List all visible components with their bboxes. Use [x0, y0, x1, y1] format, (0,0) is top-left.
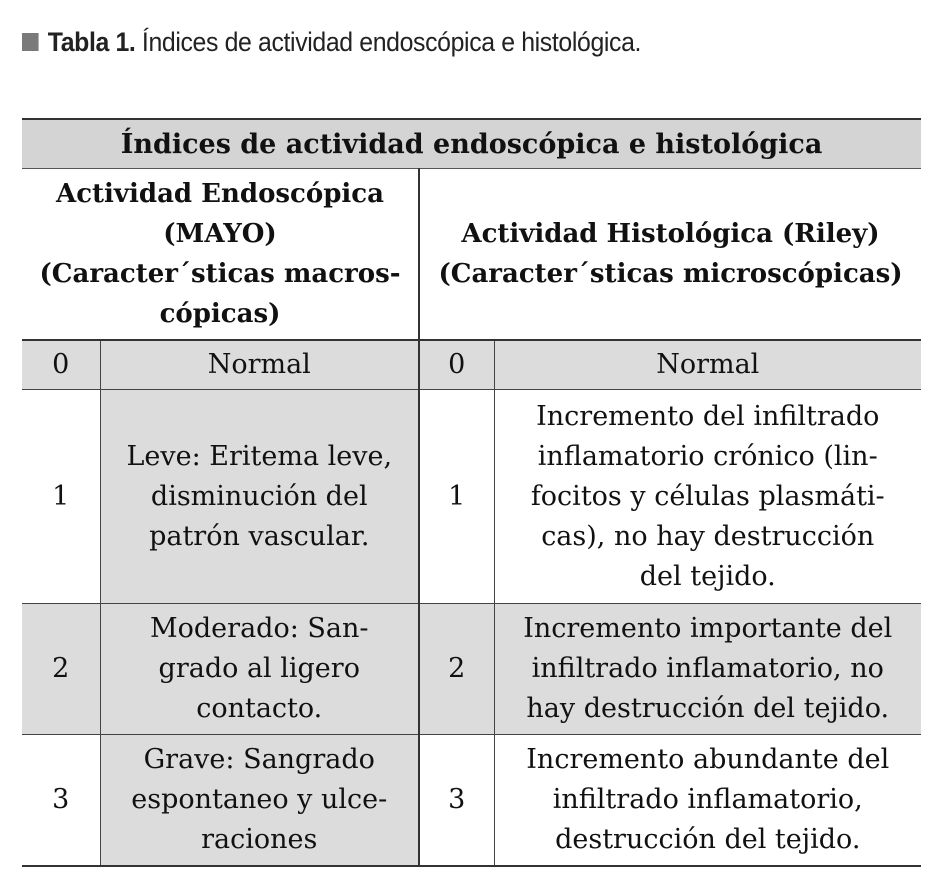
cell-line: cas), no hay destrucción — [541, 520, 875, 552]
cell-line: hay destrucción del tejido. — [526, 693, 890, 724]
riley-score: 1 — [419, 390, 494, 604]
mayo-description — [100, 340, 419, 390]
cell-line: patrón vascular. — [149, 520, 370, 552]
mayo-description — [100, 604, 419, 735]
cell-line: destrucción del tejido. — [555, 824, 861, 855]
riley-description — [494, 340, 921, 390]
header-line: (MAYO) — [163, 219, 277, 249]
header-histologic — [419, 169, 921, 341]
table-header-row — [22, 169, 921, 341]
caption-label: Tabla 1. — [47, 26, 136, 57]
header-line: (Caracter´sticas microscópicas) — [438, 259, 903, 289]
cell-line: focitos y células plasmáti- — [530, 480, 885, 512]
cell-line: contacto. — [196, 693, 323, 724]
cell-line: Incremento importante del — [523, 613, 893, 644]
header-line: (Caracter´sticas macros- — [39, 259, 401, 289]
cell-line: Leve: Eritema leve, — [126, 440, 393, 472]
header-line: cópicas) — [159, 299, 281, 329]
cell-line: Normal — [207, 349, 311, 380]
mayo-score: 2 — [22, 604, 100, 735]
cell-line: Grave: Sangrado — [143, 744, 375, 775]
table-row — [22, 735, 921, 867]
cell-line: inflamatorio crónico (lin- — [537, 440, 878, 472]
riley-description — [494, 604, 921, 735]
header-line: Actividad Histológica (Riley) — [461, 219, 880, 249]
mayo-description — [100, 390, 419, 604]
header-line: Actividad Endoscópica — [56, 179, 384, 209]
header-endoscopic — [22, 169, 419, 341]
riley-description — [494, 390, 921, 604]
table-title-row — [22, 119, 921, 169]
cell-line: disminución del — [150, 480, 368, 512]
table-row — [22, 604, 921, 735]
mayo-score: 0 — [22, 340, 100, 390]
cell-line: Moderado: San- — [150, 613, 369, 644]
cell-line: Incremento del infiltrado — [536, 400, 880, 432]
riley-score: 3 — [419, 735, 494, 867]
riley-description — [494, 735, 921, 867]
cell-line: del tejido. — [639, 560, 776, 592]
cell-line: espontaneo y ulce- — [131, 784, 388, 815]
cell-line: raciones — [201, 824, 318, 855]
table-caption — [22, 22, 641, 62]
table-title: Índices de actividad endoscópica e histológica — [22, 119, 921, 169]
cell-line: grado al ligero — [158, 653, 360, 684]
mayo-score: 1 — [22, 390, 100, 604]
cell-line: Normal — [656, 349, 760, 380]
activity-index-table — [22, 118, 921, 867]
cell-line: infiltrado inflamatorio, no — [531, 653, 884, 684]
table-row — [22, 390, 921, 604]
caption-square-icon — [22, 33, 39, 51]
mayo-score: 3 — [22, 735, 100, 867]
caption-text: Índices de actividad endoscópica e histológica. — [141, 26, 642, 57]
cell-line: Incremento abundante del — [526, 744, 890, 775]
riley-score: 0 — [419, 340, 494, 390]
mayo-description — [100, 735, 419, 867]
table-row — [22, 340, 921, 390]
cell-line: infiltrado inflamatorio, — [552, 784, 863, 815]
riley-score: 2 — [419, 604, 494, 735]
